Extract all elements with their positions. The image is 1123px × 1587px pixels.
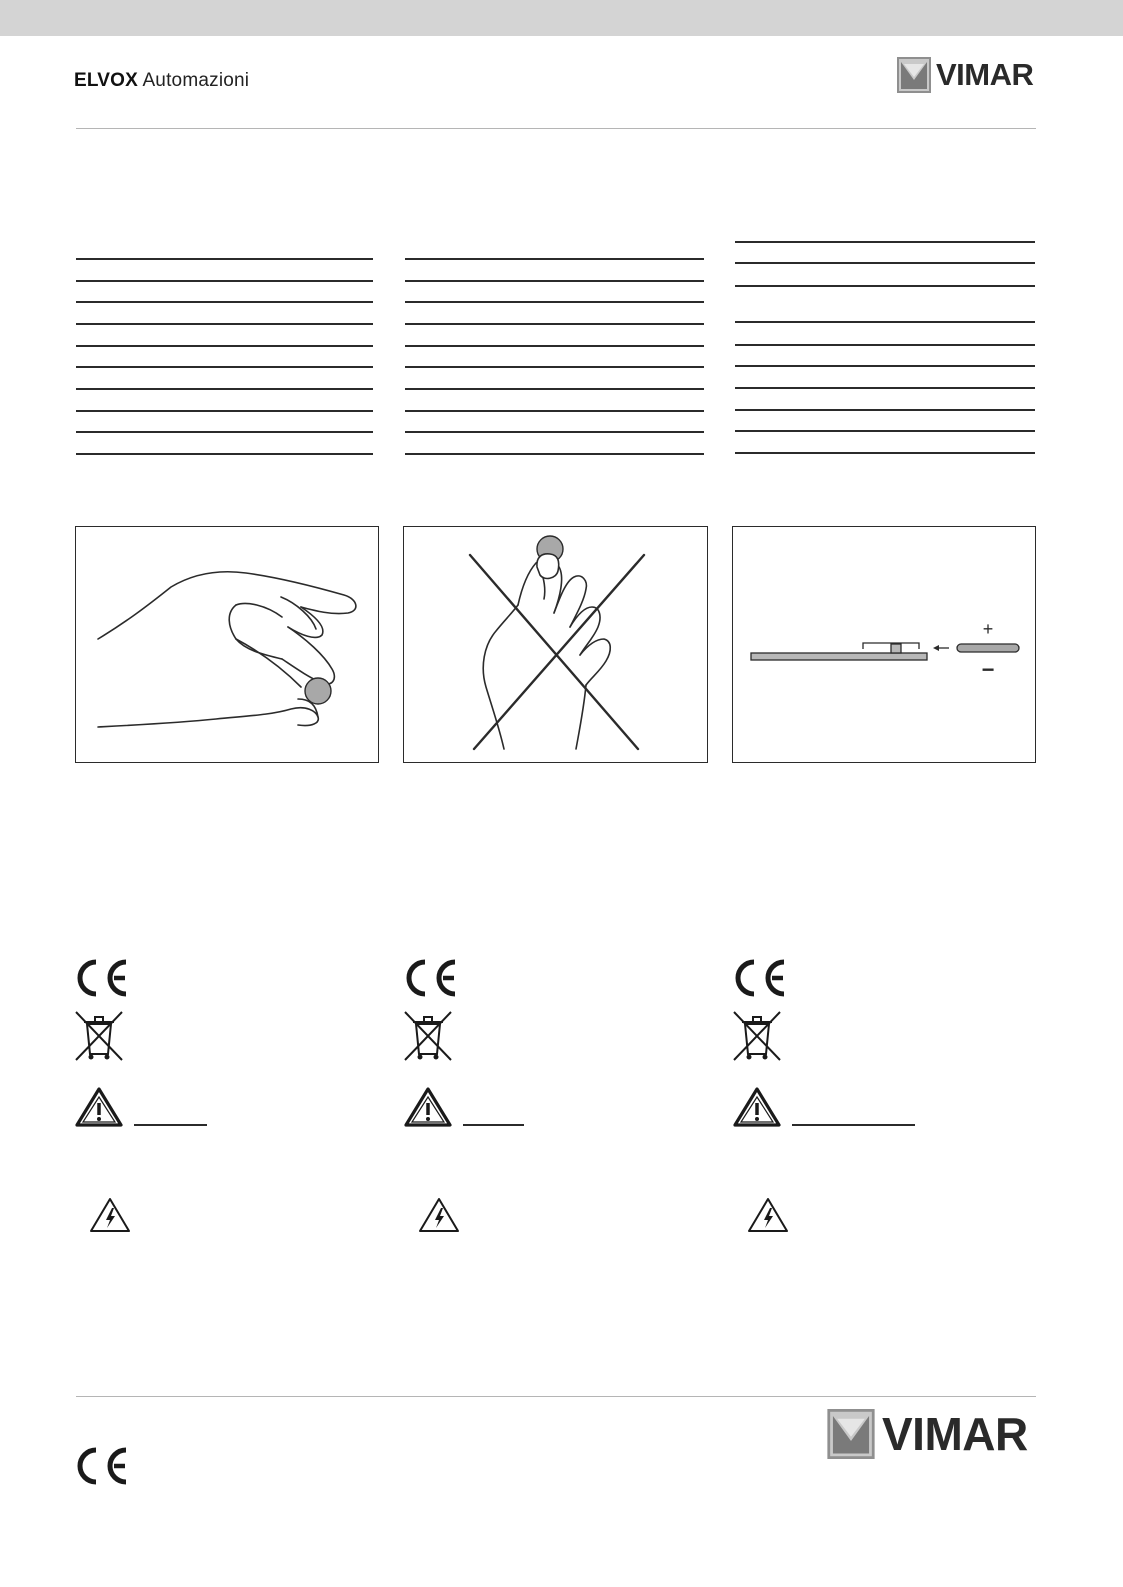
brand-bold: ELVOX [74,70,138,91]
vimar-logo-header [896,56,1033,94]
text-line [76,280,373,282]
text-line [76,323,373,325]
arrow-left-icon [933,645,939,651]
warning-triangle-icon [74,1086,124,1128]
battery-holder [891,644,901,653]
vimar-logo-icon [826,1407,876,1461]
wrong-grip-illustration [404,527,709,764]
weee-bin-icon [732,1010,782,1062]
ce-mark-icon [732,958,788,998]
brand-rest: Automazioni [142,70,250,91]
text-line [735,409,1035,411]
weee-bin-icon [403,1010,453,1062]
text-line [405,388,704,390]
header-divider [76,128,1036,129]
hand-holding-battery-illustration [76,527,380,764]
text-line [76,258,373,260]
text-line [405,323,704,325]
text-line [76,301,373,303]
warning-text-line [463,1124,524,1126]
text-line [405,410,704,412]
text-line [405,453,704,455]
vimar-logo-text: VIMAR [936,57,1034,92]
text-line [735,285,1035,287]
minus-label: − [981,657,995,682]
text-line [735,452,1035,454]
text-line [76,345,373,347]
electric-hazard-icon [746,1196,790,1234]
figure-battery-insertion [732,526,1036,763]
figure-wrong-battery-grip [403,526,708,763]
vimar-logo-text: VIMAR [882,1408,1028,1460]
fingertip [537,554,559,579]
text-line [405,345,704,347]
text-line [735,430,1035,432]
electric-hazard-icon [417,1196,461,1234]
text-line [735,241,1035,243]
text-line [405,258,704,260]
text-line [405,366,704,368]
top-band [0,0,1123,36]
vimar-logo-icon [896,56,932,94]
footer-divider [76,1396,1036,1397]
vimar-logo-footer [826,1407,1028,1461]
text-line [76,366,373,368]
text-line [735,344,1035,346]
text-line [735,387,1035,389]
weee-bin-icon [74,1010,124,1062]
figure-correct-battery-grip [75,526,379,763]
ce-mark-icon [74,958,130,998]
brand-name [74,70,249,92]
text-line [76,388,373,390]
battery-icon [305,678,331,704]
battery-insertion-diagram [733,527,1037,764]
text-line [735,365,1035,367]
electric-hazard-icon [88,1196,132,1234]
warning-text-line [792,1124,915,1126]
battery-icon [957,644,1019,652]
text-line [405,431,704,433]
text-line [405,301,704,303]
warning-triangle-icon [732,1086,782,1128]
circuit-board [751,653,927,660]
text-line [735,321,1035,323]
warning-text-line [134,1124,207,1126]
text-line [76,431,373,433]
ce-mark-icon [74,1446,130,1486]
text-line [735,262,1035,264]
text-line [76,453,373,455]
ce-mark-icon [403,958,459,998]
warning-triangle-icon [403,1086,453,1128]
text-line [405,280,704,282]
text-line [76,410,373,412]
plus-label: + [982,619,994,639]
